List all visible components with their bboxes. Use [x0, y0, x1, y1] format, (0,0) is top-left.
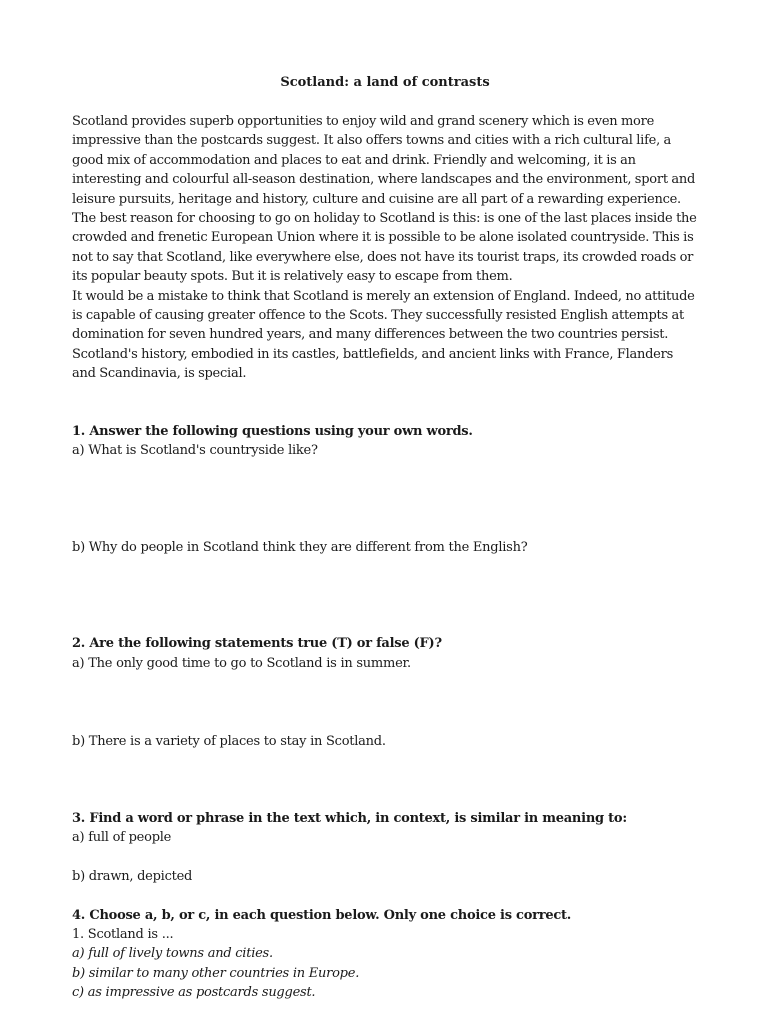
question-1b: b) Why do people in Scotland think they are different from the English? — [72, 540, 528, 555]
passage-paragraph-3: It would be a mistake to think that Scotland is merely an extension of England. Indeed, no attitude is capable of causing greater offence to the Scots. They successfully resisted English attempts at domination for seven hundred years, and many differences between the two countries persist. Scotland's history, embodied in its castles, battlefields, and ancient links with France, Flanders and Scandinavia, is special. — [72, 288, 695, 382]
question-1a: a) What is Scotland's countryside like? — [72, 443, 318, 458]
passage-paragraph-2: The best reason for choosing to go on holiday to Scotland is this: is one of the last places inside the crowded and frenetic European Union where it is possible to be alone isolated countryside. This is not to say that Scotland, like everywhere else, does not have its tourist traps, its crowded roads or its popular beauty spots. But it is relatively easy to escape from them. — [72, 211, 697, 285]
question-4-option-c: c) as impressive as postcards suggest. — [72, 985, 316, 1000]
question-4-option-b: b) similar to many other countries in Europe. — [72, 966, 360, 981]
question-3a: a) full of people — [72, 830, 172, 845]
question-4-heading: 4. Choose a, b, or c, in each question below. Only one choice is correct. — [72, 908, 572, 923]
question-4-stem: 1. Scotland is ... — [72, 927, 174, 942]
question-2a: a) The only good time to go to Scotland is in summer. — [72, 656, 411, 671]
question-4-option-a: a) full of lively towns and cities. — [72, 946, 273, 961]
question-3-heading: 3. Find a word or phrase in the text which, in context, is similar in meaning to: — [72, 811, 627, 826]
document-title: Scotland: a land of contrasts — [280, 75, 490, 90]
question-2-heading: 2. Are the following statements true (T) or false (F)? — [72, 636, 442, 651]
document-page — [72, 0, 698, 1024]
question-1-heading: 1. Answer the following questions using your own words. — [72, 424, 473, 439]
question-3b: b) drawn, depicted — [72, 869, 193, 884]
question-2b: b) There is a variety of places to stay in Scotland. — [72, 734, 386, 749]
passage-paragraph-1: Scotland provides superb opportunities to enjoy wild and grand scenery which is even more impressive than the postcards suggest. It also offers towns and cities with a rich cultural life, a good mix of accommodation and places to eat and drink. Friendly and welcoming, it is an interesting and colourful all-season destination, where landscapes and the environment, sport and leisure pursuits, heritage and history, culture and cuisine are all part of a rewarding experience. — [72, 114, 696, 207]
reading-passage — [72, 112, 698, 384]
